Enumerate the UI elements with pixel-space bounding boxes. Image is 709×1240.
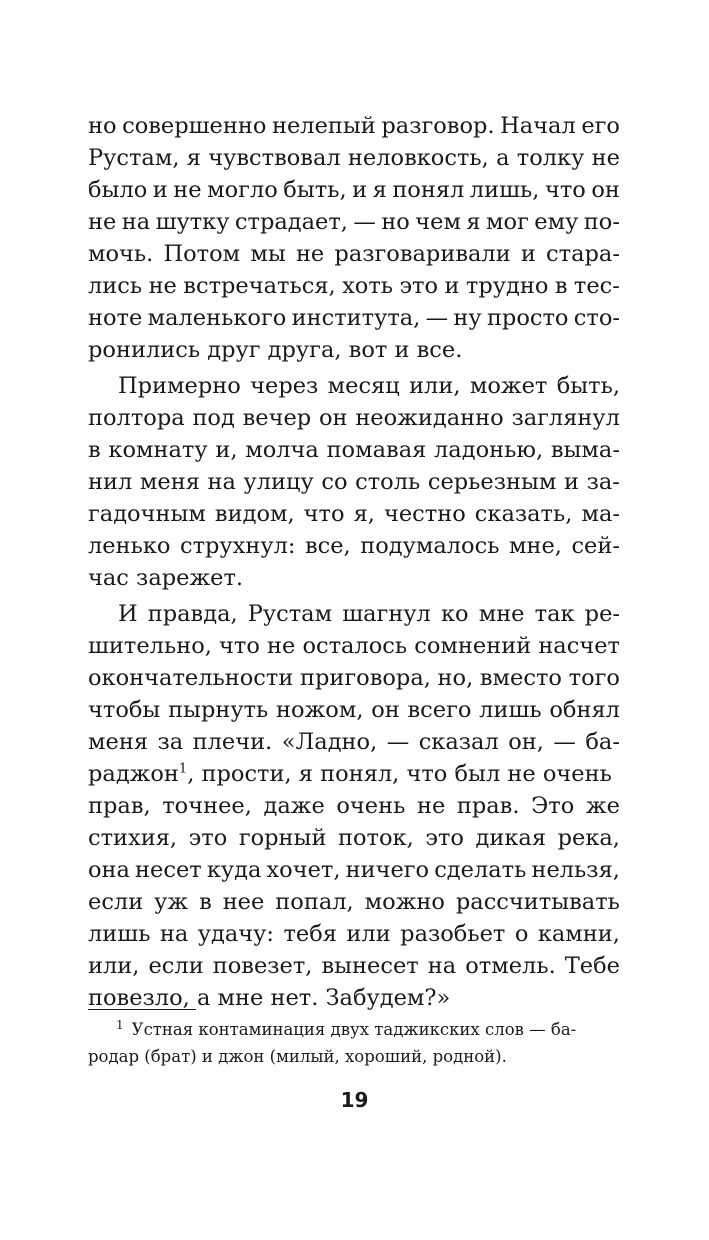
word: обнял — [549, 697, 620, 723]
word: сказать, — [474, 501, 573, 527]
word: она — [88, 857, 130, 883]
word: трудно — [465, 273, 549, 299]
footnote — [88, 1016, 620, 1070]
word: же — [585, 793, 620, 819]
word: попал, — [275, 889, 354, 915]
word: разговор. — [381, 113, 495, 139]
text-line — [88, 562, 620, 594]
word: молча — [245, 437, 319, 463]
word: Потом — [163, 241, 241, 267]
word: ножом, — [276, 697, 364, 723]
word: что — [544, 177, 586, 203]
word: комнату — [108, 437, 208, 463]
line-text: повезло, а мне нет. Забудем?» — [88, 985, 451, 1011]
word: точнее, — [162, 793, 252, 819]
footnote-marker[interactable]: 1 — [178, 761, 188, 777]
word: что — [219, 633, 260, 659]
text-line — [88, 142, 620, 174]
word: повезет, — [212, 953, 313, 979]
word: камни, — [537, 921, 620, 947]
text-line — [88, 530, 620, 562]
word: он — [591, 177, 620, 203]
word: на — [121, 209, 151, 235]
word: вечер — [242, 405, 312, 431]
word: чтобы — [88, 697, 161, 723]
word: нее — [222, 889, 265, 915]
word: и — [564, 469, 579, 495]
word: не — [591, 145, 620, 171]
word: честно — [383, 501, 466, 527]
word: не — [88, 209, 117, 235]
word: шительно, — [88, 633, 212, 659]
word: удачу: — [197, 921, 274, 947]
word: не — [416, 793, 446, 819]
word: сомнений — [414, 633, 532, 659]
text-line — [88, 302, 620, 334]
word: ко — [440, 601, 469, 627]
word: но — [88, 113, 117, 139]
word: в — [88, 437, 101, 463]
word: рассчитывать — [455, 889, 620, 915]
word: всего — [407, 697, 472, 723]
text-line — [88, 206, 620, 238]
word: и — [520, 241, 536, 267]
word: шутку — [155, 209, 230, 235]
word: это — [399, 273, 439, 299]
word: полтора — [88, 405, 185, 431]
word: мог — [486, 209, 529, 235]
word: хоть — [342, 273, 394, 299]
word: института, — [291, 305, 421, 331]
word: быть, — [283, 177, 347, 203]
word: мне — [478, 601, 525, 627]
word: меня — [139, 469, 200, 495]
word-baradzhon: раджон — [88, 761, 179, 787]
word: Это — [531, 793, 575, 819]
word: ничего — [345, 857, 430, 883]
text-line — [88, 630, 620, 662]
word: насчет — [538, 633, 620, 659]
word: даже — [263, 793, 325, 819]
word: быть, — [556, 373, 620, 399]
word: но, — [437, 665, 474, 691]
text-line — [88, 498, 620, 530]
text-line — [88, 238, 620, 270]
word: очень — [336, 793, 406, 819]
word: ба- — [585, 729, 620, 755]
line-text: час зарежет. — [88, 565, 244, 591]
word: ладонью, — [434, 437, 544, 463]
word: через — [250, 373, 319, 399]
word: пырнуть — [168, 697, 269, 723]
main-text — [88, 110, 620, 1014]
word: лишь — [88, 921, 151, 947]
word: И — [118, 601, 138, 627]
word: вместо — [479, 665, 562, 691]
word: сей- — [571, 533, 620, 559]
text-line — [88, 466, 620, 498]
word: он — [318, 405, 348, 431]
footnote-line-2: родар (брат) и джон (милый, хороший, родной). — [88, 1047, 507, 1066]
text-line — [88, 370, 620, 402]
word: мы — [250, 241, 286, 267]
word: серьезным — [427, 469, 557, 495]
word: понял — [392, 177, 465, 203]
text-line — [88, 918, 620, 950]
word: страдает, — [234, 209, 348, 235]
word: лишь, — [469, 177, 540, 203]
word: шагнул — [342, 601, 431, 627]
text-line — [88, 598, 620, 630]
word: струхнул: — [179, 533, 296, 559]
word: совершенно — [122, 113, 267, 139]
text-line — [88, 886, 620, 918]
word: прав. — [456, 793, 520, 819]
word: но — [381, 209, 410, 235]
footnote-text — [116, 1016, 576, 1043]
text-line — [88, 110, 620, 142]
word: на — [159, 921, 189, 947]
word: в — [199, 889, 212, 915]
word: заглянул — [511, 405, 620, 431]
text-line — [88, 726, 620, 758]
word: по- — [583, 209, 620, 235]
word: а — [496, 145, 510, 171]
word: вынесет — [321, 953, 419, 979]
text-line — [88, 334, 620, 366]
word: нельзя, — [531, 857, 620, 883]
word: не — [173, 177, 202, 203]
word: он, — [508, 729, 544, 755]
word: того — [568, 665, 620, 691]
word: стара- — [546, 241, 620, 267]
word: все, — [304, 533, 351, 559]
word: окончательности — [88, 665, 294, 691]
word: видом, — [214, 501, 295, 527]
word: сто- — [573, 305, 620, 331]
word: лишь — [479, 697, 542, 723]
text-line — [88, 758, 620, 790]
word: — — [353, 209, 376, 235]
word: если — [148, 953, 204, 979]
word: я, — [353, 501, 375, 527]
word: несет — [135, 857, 202, 883]
text-line — [88, 854, 620, 886]
text-line — [88, 790, 620, 822]
word: на — [427, 953, 457, 979]
word: было — [88, 177, 148, 203]
word: ноте — [88, 305, 143, 331]
word: мне, — [508, 533, 562, 559]
word: Рустам, — [88, 145, 180, 171]
paragraph-1 — [88, 110, 620, 366]
word: осталось — [302, 633, 408, 659]
word: стихия, — [88, 825, 178, 851]
word: помавая — [326, 437, 427, 463]
word: сделать — [434, 857, 527, 883]
word: Рустам — [247, 601, 333, 627]
word: не — [295, 241, 325, 267]
line-text — [88, 758, 612, 790]
text-line — [88, 662, 620, 694]
word: месяц — [327, 373, 400, 399]
word: хочет, — [266, 857, 341, 883]
word: это — [425, 825, 464, 851]
word: Примерно — [118, 373, 241, 399]
footnote-divider — [88, 1009, 196, 1010]
word: отмель. — [465, 953, 556, 979]
word: не — [148, 273, 177, 299]
text-line — [88, 402, 620, 434]
word: или, — [88, 953, 140, 979]
word: и, — [215, 437, 238, 463]
word: его — [581, 113, 620, 139]
word: может — [469, 373, 548, 399]
word: правда, — [147, 601, 238, 627]
word: толку — [516, 145, 585, 171]
word: не — [267, 633, 296, 659]
text-line — [88, 270, 620, 302]
page-body — [88, 110, 620, 1014]
word: если — [88, 889, 144, 915]
word: или — [346, 921, 391, 947]
word: — — [425, 305, 449, 331]
word: чувствовал — [208, 145, 341, 171]
word: выма- — [550, 437, 620, 463]
word: можно — [364, 889, 445, 915]
word: ему — [534, 209, 579, 235]
text-line — [88, 950, 620, 982]
word: горный — [238, 825, 327, 851]
word: «Ладно, — [281, 729, 378, 755]
footnote-line — [88, 1043, 620, 1070]
word: неловкость, — [347, 145, 489, 171]
word: это — [188, 825, 228, 851]
word: за- — [586, 469, 620, 495]
word: или, — [409, 373, 461, 399]
paragraph-3 — [88, 598, 620, 1014]
word: и — [152, 177, 168, 203]
word: ре- — [584, 601, 620, 627]
word: он — [371, 697, 400, 723]
word: приговора, — [299, 665, 431, 691]
footnote-line-1: Устная контаминация двух таджикских слов — ба- — [131, 1020, 577, 1039]
word: неожиданно — [355, 405, 504, 431]
word: сказал — [418, 729, 499, 755]
word: чем — [415, 209, 461, 235]
word: в — [554, 273, 568, 299]
word: тебя — [283, 921, 337, 947]
word: — — [553, 729, 576, 755]
word: ленько — [88, 533, 171, 559]
word: дикая — [475, 825, 547, 851]
word: маленького — [147, 305, 287, 331]
word: о — [514, 921, 529, 947]
word: гадочным — [88, 501, 206, 527]
word: встречаться, — [183, 273, 336, 299]
word: могло — [207, 177, 278, 203]
line-text-continued: , прости, я понял, что был не очень — [187, 761, 612, 787]
word: прав, — [88, 793, 151, 819]
word: я — [186, 145, 201, 171]
word: что — [303, 501, 345, 527]
footnote-number: 1 — [116, 1017, 124, 1032]
word: ну — [453, 305, 482, 331]
word: и — [352, 177, 368, 203]
paragraph-2 — [88, 370, 620, 594]
word: под — [192, 405, 235, 431]
word: за — [157, 729, 184, 755]
word: мочь. — [88, 241, 154, 267]
word: я — [466, 209, 481, 235]
word: тес- — [573, 273, 620, 299]
word: — — [386, 729, 410, 755]
word: разговаривали — [334, 241, 511, 267]
word: куда — [206, 857, 262, 883]
word: ма- — [581, 501, 620, 527]
word: так — [534, 601, 575, 627]
word: поток, — [338, 825, 414, 851]
word: и — [444, 273, 460, 299]
word: со — [321, 469, 348, 495]
text-line — [88, 694, 620, 726]
word: меня — [88, 729, 149, 755]
word: Начал — [500, 113, 576, 139]
word: уж — [154, 889, 189, 915]
text-line — [88, 434, 620, 466]
word: улицу — [243, 469, 314, 495]
footnote-line — [88, 1016, 620, 1043]
word: я — [372, 177, 387, 203]
word: столь — [355, 469, 421, 495]
word: река, — [557, 825, 620, 851]
page-number: 19 — [340, 1088, 369, 1112]
word: разобьет — [400, 921, 506, 947]
word: нелепый — [271, 113, 376, 139]
word: плечи. — [192, 729, 273, 755]
word: Тебе — [564, 953, 620, 979]
word: на — [207, 469, 236, 495]
text-line — [88, 822, 620, 854]
line-text: ронились друг друга, вот и все. — [88, 337, 463, 363]
word: лись — [88, 273, 143, 299]
text-line — [88, 174, 620, 206]
word: просто — [486, 305, 569, 331]
word: подумалось — [360, 533, 500, 559]
word: нил — [88, 469, 133, 495]
